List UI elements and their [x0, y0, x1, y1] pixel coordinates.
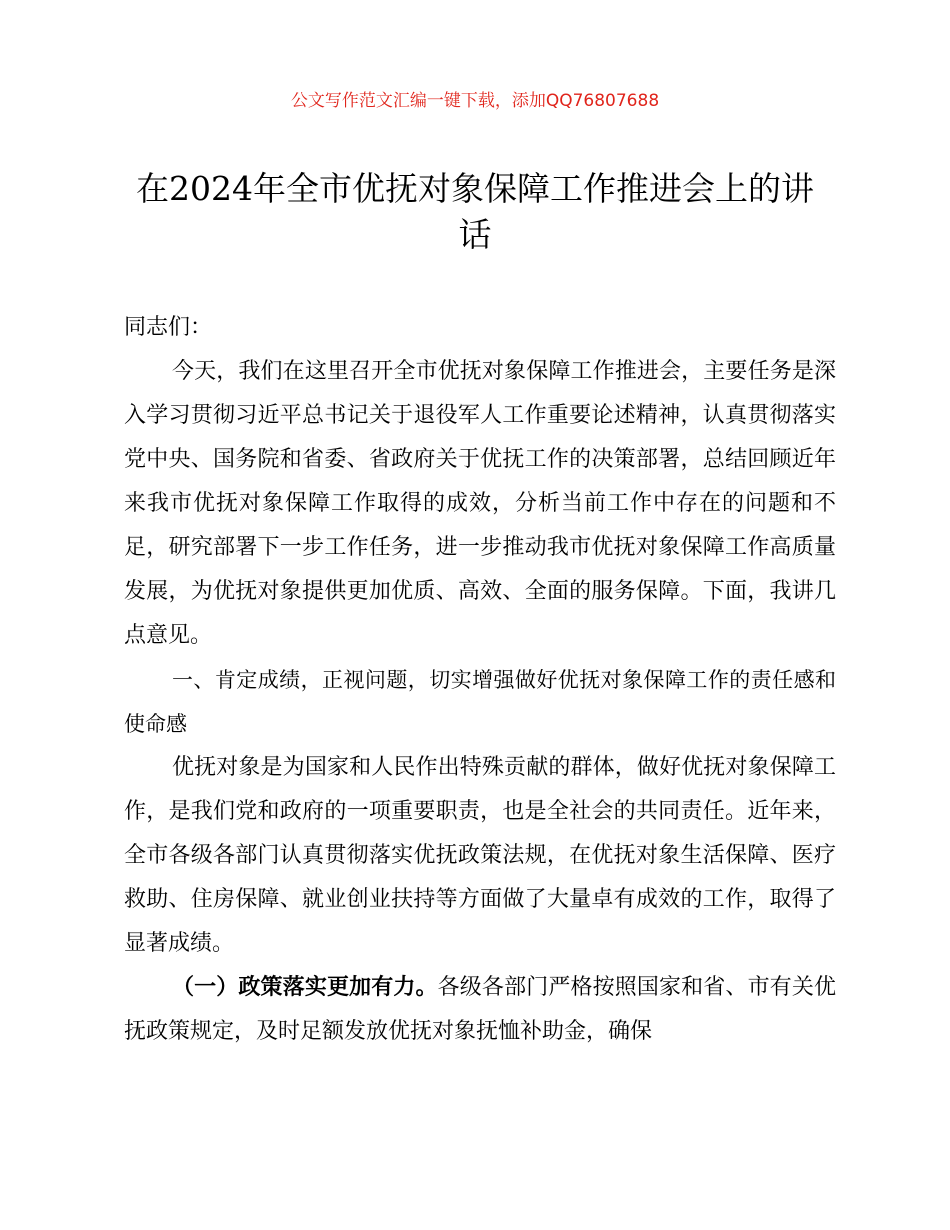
subsection-heading: （一）政策落实更加有力。: [172, 975, 438, 1000]
subsection-text: 各级各部门严格按照国家和省、市有关优抚政策规定，及时足额发放优抚对象抚恤补助金，确保: [124, 975, 836, 1044]
paragraph-achievements: 优抚对象是为国家和人民作出特殊贡献的群体，做好优抚对象保障工作，是我们党和政府的一项重要职责，也是全社会的共同责任。近年来，全市各级各部门认真贯彻落实优抚政策法规，在优抚对象生活保障、医疗救助、住房保障、就业创业扶持等方面做了大量卓有成效的工作，取得了显著成绩。: [124, 755, 836, 956]
paragraph-intro: 今天，我们在这里召开全市优抚对象保障工作推进会，主要任务是深入学习贯彻习近平总书记关于退役军人工作重要论述精神，认真贯彻落实党中央、国务院和省委、省政府关于优抚工作的决策部署，总结回顾近年来我市优抚对象保障工作取得的成效，分析当前工作中存在的问题和不足，研究部署下一步工作任务，进一步推动我市优抚对象保障工作高质量发展，为优抚对象提供更加优质、高效、全面的服务保障。下面，我讲几点意见。: [124, 359, 836, 648]
document-title: 在2024年全市优抚对象保障工作推进会上的讲话: [136, 169, 814, 254]
salutation: 同志们：: [124, 315, 213, 340]
download-banner: 公文写作范文汇编一键下载，添加QQ76807688: [290, 91, 660, 111]
document-body: [124, 306, 836, 1054]
section-heading-1: 一、肯定成绩，正视问题，切实增强做好优抚对象保障工作的责任感和使命感: [124, 668, 836, 736]
subsection-paragraph: [124, 966, 836, 1054]
